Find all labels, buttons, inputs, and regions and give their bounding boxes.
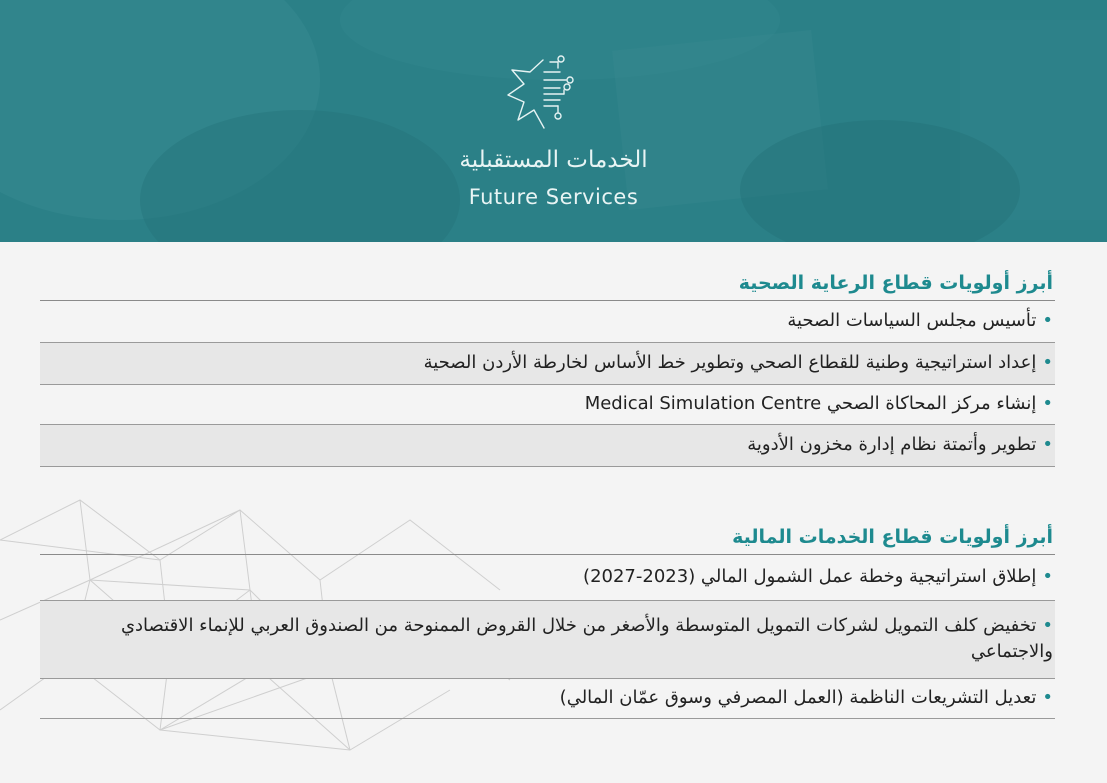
section-heading: أبرز أولويات قطاع الرعاية الصحية [40, 272, 1055, 301]
bullet-icon: • [1042, 615, 1053, 636]
section-heading: أبرز أولويات قطاع الخدمات المالية [40, 526, 1055, 555]
bullet-icon: • [1042, 687, 1053, 708]
list-item: •إطلاق استراتيجية وخطة عمل الشمول المالي (2023-2027) [40, 557, 1055, 601]
section-financial-services [40, 526, 1055, 719]
bullet-icon: • [1042, 393, 1053, 414]
list-item: •إعداد استراتيجية وطنية للقطاع الصحي وتطوير خط الأساس لخارطة الأردن الصحية [40, 343, 1055, 385]
bullet-icon: • [1042, 566, 1053, 587]
list-item: •تخفيض كلف التمويل لشركات التمويل المتوسطة والأصغر من خلال القروض الممنوحة من الصندوق العربي للإنماء الاقتصادي والاجتماعي [40, 601, 1055, 679]
bullet-icon: • [1042, 434, 1053, 455]
hero-banner [0, 0, 1107, 242]
bullet-icon: • [1042, 352, 1053, 373]
section-healthcare [40, 272, 1055, 467]
bullet-icon: • [1042, 310, 1053, 331]
hero-title-english: Future Services [468, 185, 639, 209]
circuit-star-icon [500, 50, 600, 140]
list-item: •تطوير وأتمتة نظام إدارة مخزون الأدوية [40, 425, 1055, 467]
hero-title-arabic: الخدمات المستقبلية [459, 147, 648, 173]
list-item: •إنشاء مركز المحاكاة الصحي Medical Simulation Centre [40, 385, 1055, 425]
list-item: •تعديل التشريعات الناظمة (العمل المصرفي وسوق عمّان المالي) [40, 679, 1055, 719]
list-item: •تأسيس مجلس السياسات الصحية [40, 303, 1055, 343]
